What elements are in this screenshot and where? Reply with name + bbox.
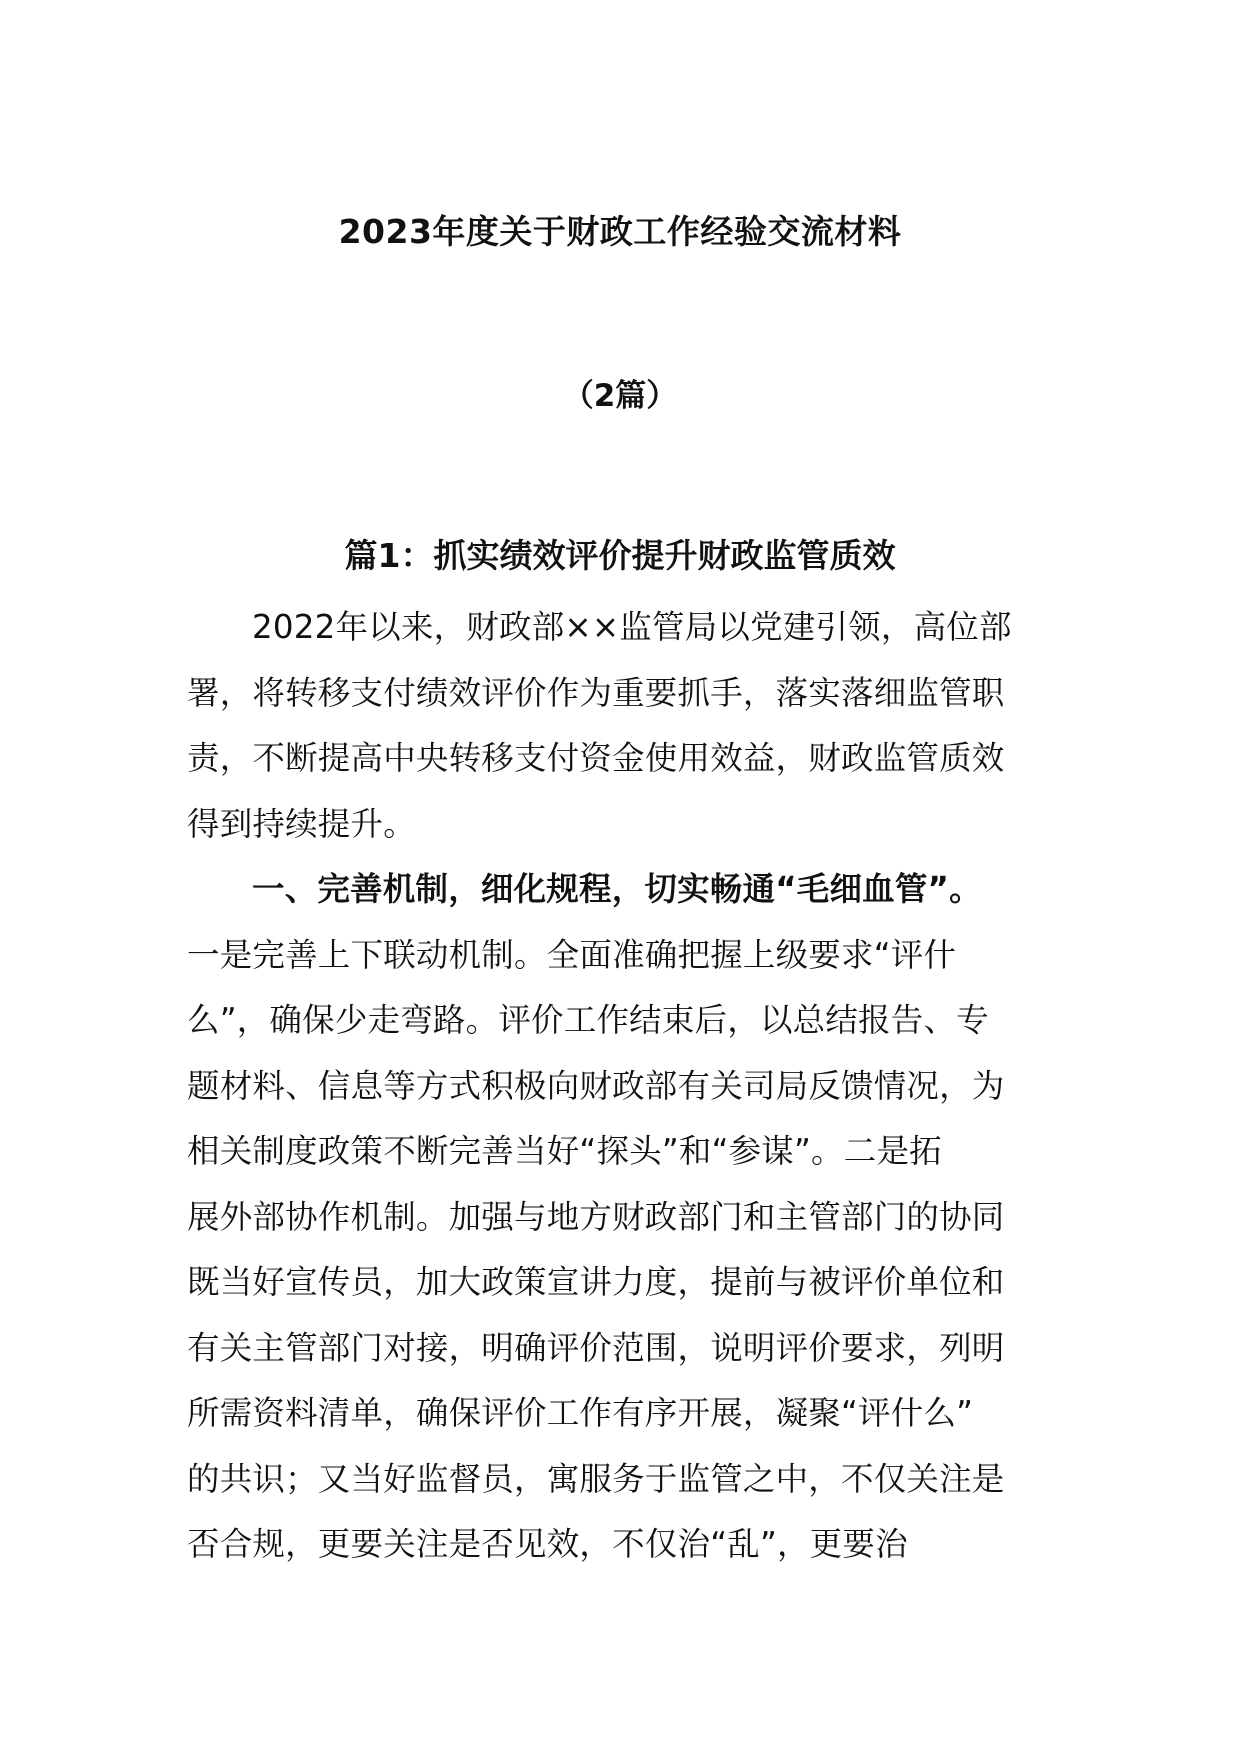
paragraph-line: 否合规，更要关注是否见效，不仅治“乱”，更要治 xyxy=(187,1525,908,1563)
section-heading: 一、完善机制，细化规程，切实畅通“毛细血管”。 xyxy=(252,870,982,908)
article-body xyxy=(187,595,1057,1578)
paragraph-line: 2022年以来，财政部××监管局以党建引领，高位部 xyxy=(252,608,1012,646)
document-title: 2023年度关于财政工作经验交流材料 xyxy=(338,212,902,251)
paragraph-line: 一是完善上下联动机制。全面准确把握上级要求“评什 xyxy=(187,935,957,974)
paragraph-line: 得到持续提升。 xyxy=(187,804,416,843)
paragraph-line: 的共识；又当好监督员，寓服务于监管之中，不仅关注是 xyxy=(187,1459,1005,1498)
article-title: 篇1：抓实绩效评价提升财政监管质效 xyxy=(344,536,896,575)
paragraph-line: 所需资料清单，确保评价工作有序开展，凝聚“评什么” xyxy=(187,1394,974,1432)
document-subtitle: （2篇） xyxy=(562,378,678,414)
paragraph-line: 展外部协作机制。加强与地方财政部门和主管部门的协同 xyxy=(187,1197,1005,1236)
paragraph-line: 相关制度政策不断完善当好“探头”和“参谋”。二是拓 xyxy=(187,1132,942,1170)
paragraph-line: 有关主管部门对接，明确评价范围，说明评价要求，列明 xyxy=(187,1328,1005,1367)
paragraph-line: 么”，确保少走弯路。评价工作结束后，以总结报告、专 xyxy=(187,1001,989,1039)
paragraph-line: 既当好宣传员，加大政策宣讲力度，提前与被评价单位和 xyxy=(187,1263,1005,1301)
paragraph-line: 署，将转移支付绩效评价作为重要抓手，落实落细监管职 xyxy=(187,673,1005,712)
paragraph-line: 题材料、信息等方式积极向财政部有关司局反馈情况，为 xyxy=(187,1066,1005,1105)
paragraph-line: 责，不断提高中央转移支付资金使用效益，财政监管质效 xyxy=(187,739,1005,777)
